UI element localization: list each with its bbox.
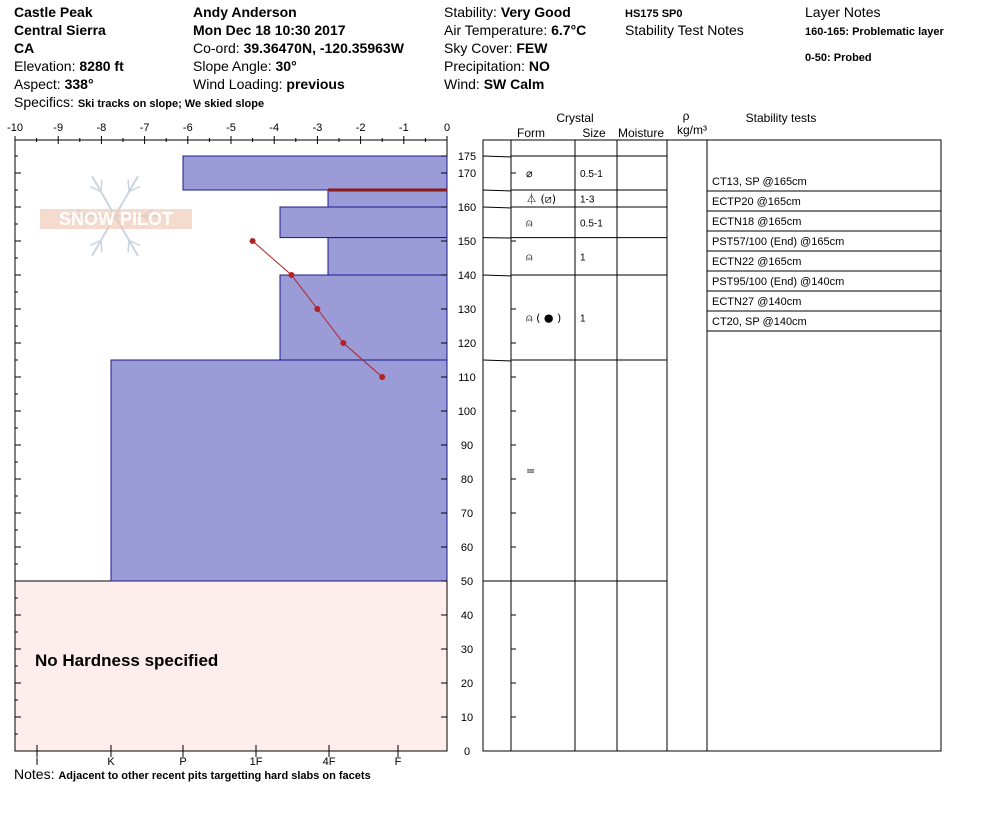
depth-tick-label: 90 [460,440,474,452]
crystal-form-symbol: ⌀ [526,167,533,180]
hs-value: HS175 [625,8,659,20]
wind-loading-label: Wind Loading: [193,76,283,92]
aspect-value: 338° [64,76,94,92]
temperature-tick-label: -1 [398,122,409,134]
location-name: Castle Peak [14,4,93,20]
hardness-tick-label: F [394,756,402,768]
depth-tick-label: 110 [458,372,476,384]
sky-label: Sky Cover: [444,40,513,56]
specifics-label: Specifics: [14,94,74,110]
stability-test-entry: PST57/100 (End) @165cm [712,236,845,248]
depth-tick-label: 175 [457,151,477,163]
coord-value: 39.36470N, -120.35963W [243,40,404,56]
temperature-tick-label: -4 [269,122,280,134]
logo-text: SNOW PILOT [59,209,173,229]
notes-label: Notes: [14,766,55,782]
observer-name: Andy Anderson [193,4,297,20]
hardness-tick-label: 4F [322,756,336,768]
depth-tick-label: 120 [457,338,477,350]
layer-notes-title: Layer Notes [805,4,881,20]
state-name: CA [14,40,35,56]
depth-tick-label: 10 [460,712,474,724]
stability-tests-frame [707,140,941,751]
slope-label: Slope Angle: [193,58,272,74]
stability-test-entry: CT13, SP @165cm [712,176,807,188]
temperature-tick-label: -8 [96,122,107,134]
temperature-point [340,340,346,346]
depth-tick-label: 80 [460,474,474,486]
crystal-header: Crystal [556,111,594,125]
elevation-label: Elevation: [14,58,76,74]
depth-tick-label: 50 [460,576,474,588]
aspect-label: Aspect: [14,76,61,92]
depth-tick-label: 70 [460,508,474,520]
stability-test-entry: PST95/100 (End) @140cm [712,276,845,288]
depth-tick-label: 150 [457,236,477,248]
crystal-form-symbol: ⍝ [526,216,533,230]
stability-test-entry: ECTN27 @140cm [712,296,802,308]
stability-notes-title: Stability Test Notes [625,22,744,38]
hardness-layer-bar [280,275,447,360]
stability-label: Stability: [444,4,497,20]
hardness-layer-bar [280,207,447,238]
density-unit-header: kg/m³ [677,123,707,137]
sky-value: FEW [516,40,548,56]
precip-label: Precipitation: [444,58,525,74]
depth-tick-label: 20 [460,678,474,690]
temperature-tick-label: -5 [226,122,236,134]
depth-connector [483,156,511,157]
hardness-layer-bar [111,360,447,581]
temperature-point [379,374,385,380]
snowflake-branch [101,180,102,192]
crystal-form-symbol: ⍝ [526,250,533,264]
temperature-point [314,306,320,312]
depth-tick-label: 30 [460,644,474,656]
no-hardness-label: No Hardness specified [35,651,219,670]
stability-test-entry: ECTN22 @165cm [712,256,802,268]
crystal-size-value: 1 [580,252,586,264]
temperature-tick-label: -7 [139,122,150,134]
crystal-size-value: 1-3 [580,194,595,206]
stability-test-entry: CT20, SP @140cm [712,316,807,328]
crystal-size-value: 0.5-1 [580,218,603,230]
crystal-table-frame [483,140,707,751]
depth-tick-label: 60 [460,542,474,554]
temperature-tick-label: -10 [7,122,23,134]
depth-tick-label: 100 [457,406,477,418]
hardness-tick-label: P [179,756,187,768]
coord-label: Co-ord: [193,40,240,56]
crystal-size-value: 0.5-1 [580,169,603,180]
air-temp-label: Air Temperature: [444,22,548,38]
notes-text: Adjacent to other recent pits targetting hard slabs on facets [58,770,371,782]
depth-connector [483,207,511,208]
moisture-header: Moisture [617,126,665,140]
hardness-layer-bar [183,156,447,190]
crystal-form-symbol: = [526,464,536,478]
range-name: Central Sierra [14,22,106,38]
depth-tick-label: 130 [457,304,477,316]
stability-test-entry: ECTN18 @165cm [712,216,802,228]
temperature-tick-label: -6 [182,122,193,134]
hardness-tick-label: I [35,756,39,768]
temperature-point [250,238,256,244]
temperature-tick-label: -2 [355,122,366,134]
hardness-tick-label: 1F [249,756,263,768]
hardness-layer-bar [328,238,447,275]
stability-value: Very Good [500,4,571,20]
depth-tick-label: 140 [457,270,477,282]
depth-tick-label: 160 [457,202,477,214]
snowflake-branch [128,180,129,192]
wind-value: SW Calm [483,76,545,92]
stability-test-entry: ECTP20 @165cm [712,196,801,208]
precip-value: NO [528,58,550,74]
sp-value: SP0 [661,8,683,20]
slope-value: 30° [275,58,297,74]
form-header: Form [517,126,545,140]
temperature-tick-label: 0 [443,122,451,134]
crystal-form-symbol: ⍝ ( ● ) [526,311,562,325]
snowflake-branch [101,240,102,252]
temperature-tick-label: -9 [53,122,64,134]
temperature-point [288,272,294,278]
air-temp-value: 6.7°C [551,22,587,38]
depth-tick-label: 0 [463,746,471,758]
depth-tick-label: 40 [460,610,474,622]
depth-tick-label: 170 [457,168,477,180]
size-header: Size [582,126,606,140]
rho-header: ρ [682,109,690,123]
snowflake-branch [128,240,129,252]
crystal-form-symbol: ⏃ (⧄) [526,192,557,206]
wind-loading-value: previous [286,76,345,92]
depth-connector [483,360,511,361]
layer-note-item: 160-165: Problematic layer [805,26,944,38]
depth-connector [483,275,511,276]
specifics-value: Ski tracks on slope; We skied slope [77,98,265,110]
crystal-size-value: 1 [580,313,586,325]
depth-connector [483,190,511,191]
hardness-layer-bar [328,190,447,207]
wind-label: Wind: [444,76,480,92]
observation-datetime: Mon Dec 18 10:30 2017 [193,22,346,38]
hardness-tick-label: K [107,756,115,768]
elevation-value: 8280 ft [79,58,124,74]
temperature-tick-label: -3 [312,122,323,134]
stability-tests-header: Stability tests [745,111,817,125]
layer-note-item: 0-50: Probed [805,52,872,64]
